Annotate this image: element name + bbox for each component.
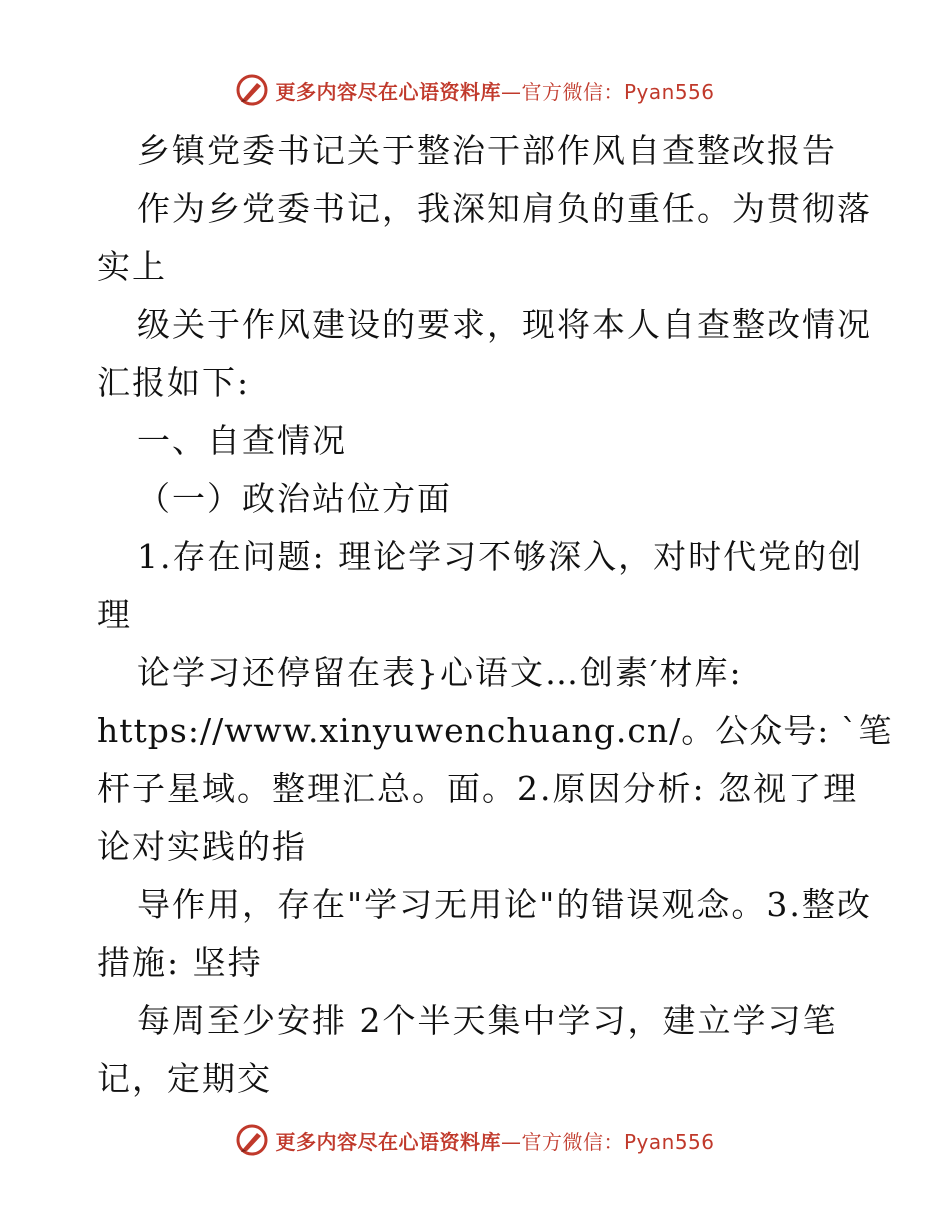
paragraph-line: 每周至少安排 2个半天集中学习，建立学习笔 xyxy=(137,1001,838,1040)
document-title: 乡镇党委书记关于整治干部作风自查整改报告 xyxy=(137,131,837,170)
banner-wechat-id: Pyan556 xyxy=(623,79,715,104)
paragraph-line: 作为乡党委书记，我深知肩负的重任。为贯彻落 xyxy=(137,189,872,228)
banner-wechat-label: 官方微信： xyxy=(521,79,624,104)
pen-logo-icon xyxy=(235,1123,269,1157)
document-body xyxy=(97,122,893,1108)
banner-wechat-label: 官方微信： xyxy=(521,1129,624,1154)
paragraph-line: 汇报如下: xyxy=(97,363,251,402)
pen-logo-icon xyxy=(235,73,269,107)
paragraph-line: 记，定期交 xyxy=(97,1059,272,1098)
banner-text xyxy=(275,76,714,105)
header-banner xyxy=(0,70,950,110)
banner-main-text: 更多内容尽在心语资料库 xyxy=(275,79,501,104)
banner-separator: — xyxy=(500,1129,522,1154)
footer-banner xyxy=(0,1120,950,1160)
banner-main-text: 更多内容尽在心语资料库 xyxy=(275,1129,501,1154)
paragraph-line: 措施: 坚持 xyxy=(97,943,263,982)
section-heading: 一、自查情况 xyxy=(137,421,347,460)
subsection-heading: （一）政治站位方面 xyxy=(137,479,452,518)
paragraph-line: 杆子星域。整理汇总。面。2.原因分析: 忽视了理 xyxy=(97,769,859,808)
url-line: https://www.xinyuwenchuang.cn/。公众号: `笔 xyxy=(97,711,893,750)
banner-wechat-id: Pyan556 xyxy=(623,1129,715,1154)
paragraph-line: 实上 xyxy=(97,247,167,286)
paragraph-line: 1.存在问题: 理论学习不够深入，对时代党的创 xyxy=(137,537,864,576)
paragraph-line: 导作用，存在"学习无用论"的错误观念。3.整改 xyxy=(137,885,872,924)
banner-separator: — xyxy=(500,79,522,104)
paragraph-line: 级关于作风建设的要求，现将本人自查整改情况 xyxy=(137,305,872,344)
paragraph-line: 论学习还停留在表}心语文…创素′材库: xyxy=(137,653,743,692)
banner-text xyxy=(275,1126,714,1155)
paragraph-line: 论对实践的指 xyxy=(97,827,307,866)
paragraph-line: 理 xyxy=(97,595,132,634)
